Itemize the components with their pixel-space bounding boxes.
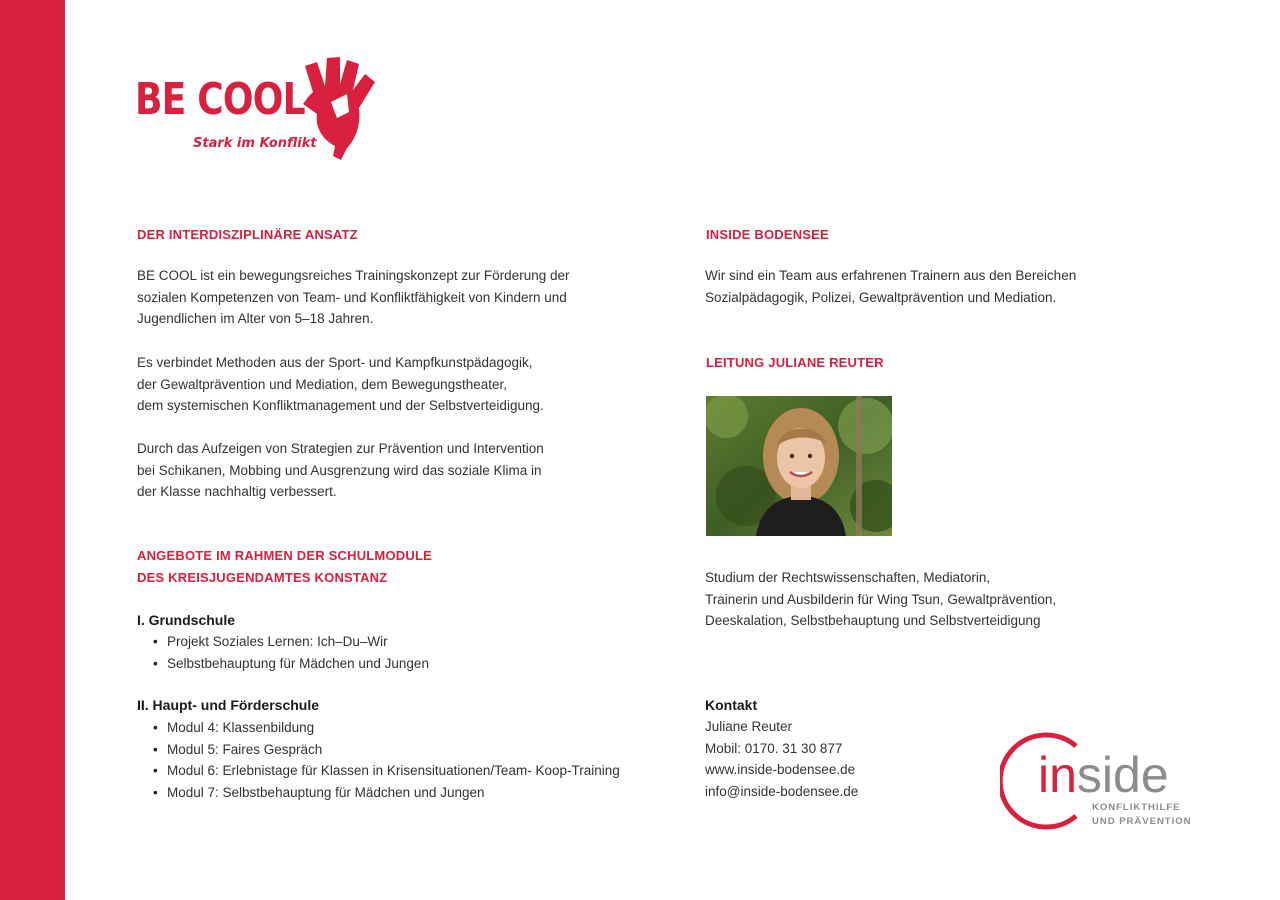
inside-subtitle-line1: KONFLIKTHILFE — [1092, 802, 1181, 813]
list-item: • Modul 6: Erlebnistage für Klassen in Krisensituationen/Team- Koop-Training — [137, 760, 620, 782]
section-hauptschule-title: II. Haupt- und Förderschule — [137, 697, 320, 713]
grundschule-list — [137, 631, 429, 674]
inside-subtitle-line2: UND PRÄVENTION — [1092, 816, 1192, 827]
list-item: • Projekt Soziales Lernen: Ich–Du–Wir — [137, 631, 429, 653]
contact-phone: Mobil: 0170. 31 30 877 — [705, 741, 843, 756]
section-grundschule-title: I. Grundschule — [137, 612, 236, 628]
heading-approach: DER INTERDISZIPLINÄRE ANSATZ — [137, 227, 358, 242]
contact-name: Juliane Reuter — [705, 719, 793, 734]
heading-offers-line2: DES KREISJUGENDAMTES KONSTANZ — [137, 570, 388, 585]
left-red-bar — [0, 0, 65, 900]
hauptschule-list — [137, 717, 620, 803]
heading-leitung: LEITUNG JULIANE REUTER — [706, 355, 884, 370]
paragraph-methods: Es verbindet Methoden aus der Sport- und Kampfkunstpädagogik, der Gewaltprävention und Mediation, dem Bewegungstheater, dem systemischen Konfliktmanagement und der Selbstverteidigung. — [137, 355, 544, 413]
be-cool-logo — [135, 52, 385, 162]
list-item: • Modul 7: Selbstbehauptung für Mädchen und Jungen — [137, 782, 620, 804]
paragraph-strategies: Durch das Aufzeigen von Strategien zur Prävention und Intervention bei Schikanen, Mobbing und Ausgrenzung wird das soziale Klima in der Klasse nachhaltig verbessert. — [137, 441, 544, 499]
inside-logo — [1000, 730, 1220, 830]
paragraph-bio: Studium der Rechtswissenschaften, Mediatorin, Trainerin und Ausbilderin für Wing Tsun, Gewaltprävention, Deeskalation, Selbstbehauptung und Selbstverteidigung — [705, 570, 1057, 628]
heading-offers-line1: ANGEBOTE IM RAHMEN DER SCHULMODULE — [137, 548, 432, 563]
list-item: • Selbstbehauptung für Mädchen und Jungen — [137, 653, 429, 675]
list-item: • Modul 4: Klassenbildung — [137, 717, 620, 739]
inside-wordmark: inside — [1038, 747, 1169, 803]
logo-tagline: Stark im Konflikt — [193, 136, 317, 151]
paragraph-intro: BE COOL ist ein bewegungsreiches Trainingskonzept zur Förderung der sozialen Kompetenzen von Team- und Konfliktfähigkeit von Kindern und Jugendlichen im Alter von 5–18 Jahren. — [137, 268, 570, 326]
heading-inside-bodensee: INSIDE BODENSEE — [706, 227, 829, 242]
portrait-photo — [706, 396, 892, 536]
list-item: • Modul 5: Faires Gespräch — [137, 739, 620, 761]
contact-email-link[interactable]: info@inside-bodensee.de — [705, 784, 859, 799]
contact-website-link[interactable]: www.inside-bodensee.de — [705, 762, 856, 777]
paragraph-team: Wir sind ein Team aus erfahrenen Trainern aus den Bereichen Sozialpädagogik, Polizei, Gewaltprävention und Mediation. — [705, 268, 1077, 305]
contact-title: Kontakt — [705, 697, 758, 713]
logo-word: BE COOL — [135, 74, 305, 125]
